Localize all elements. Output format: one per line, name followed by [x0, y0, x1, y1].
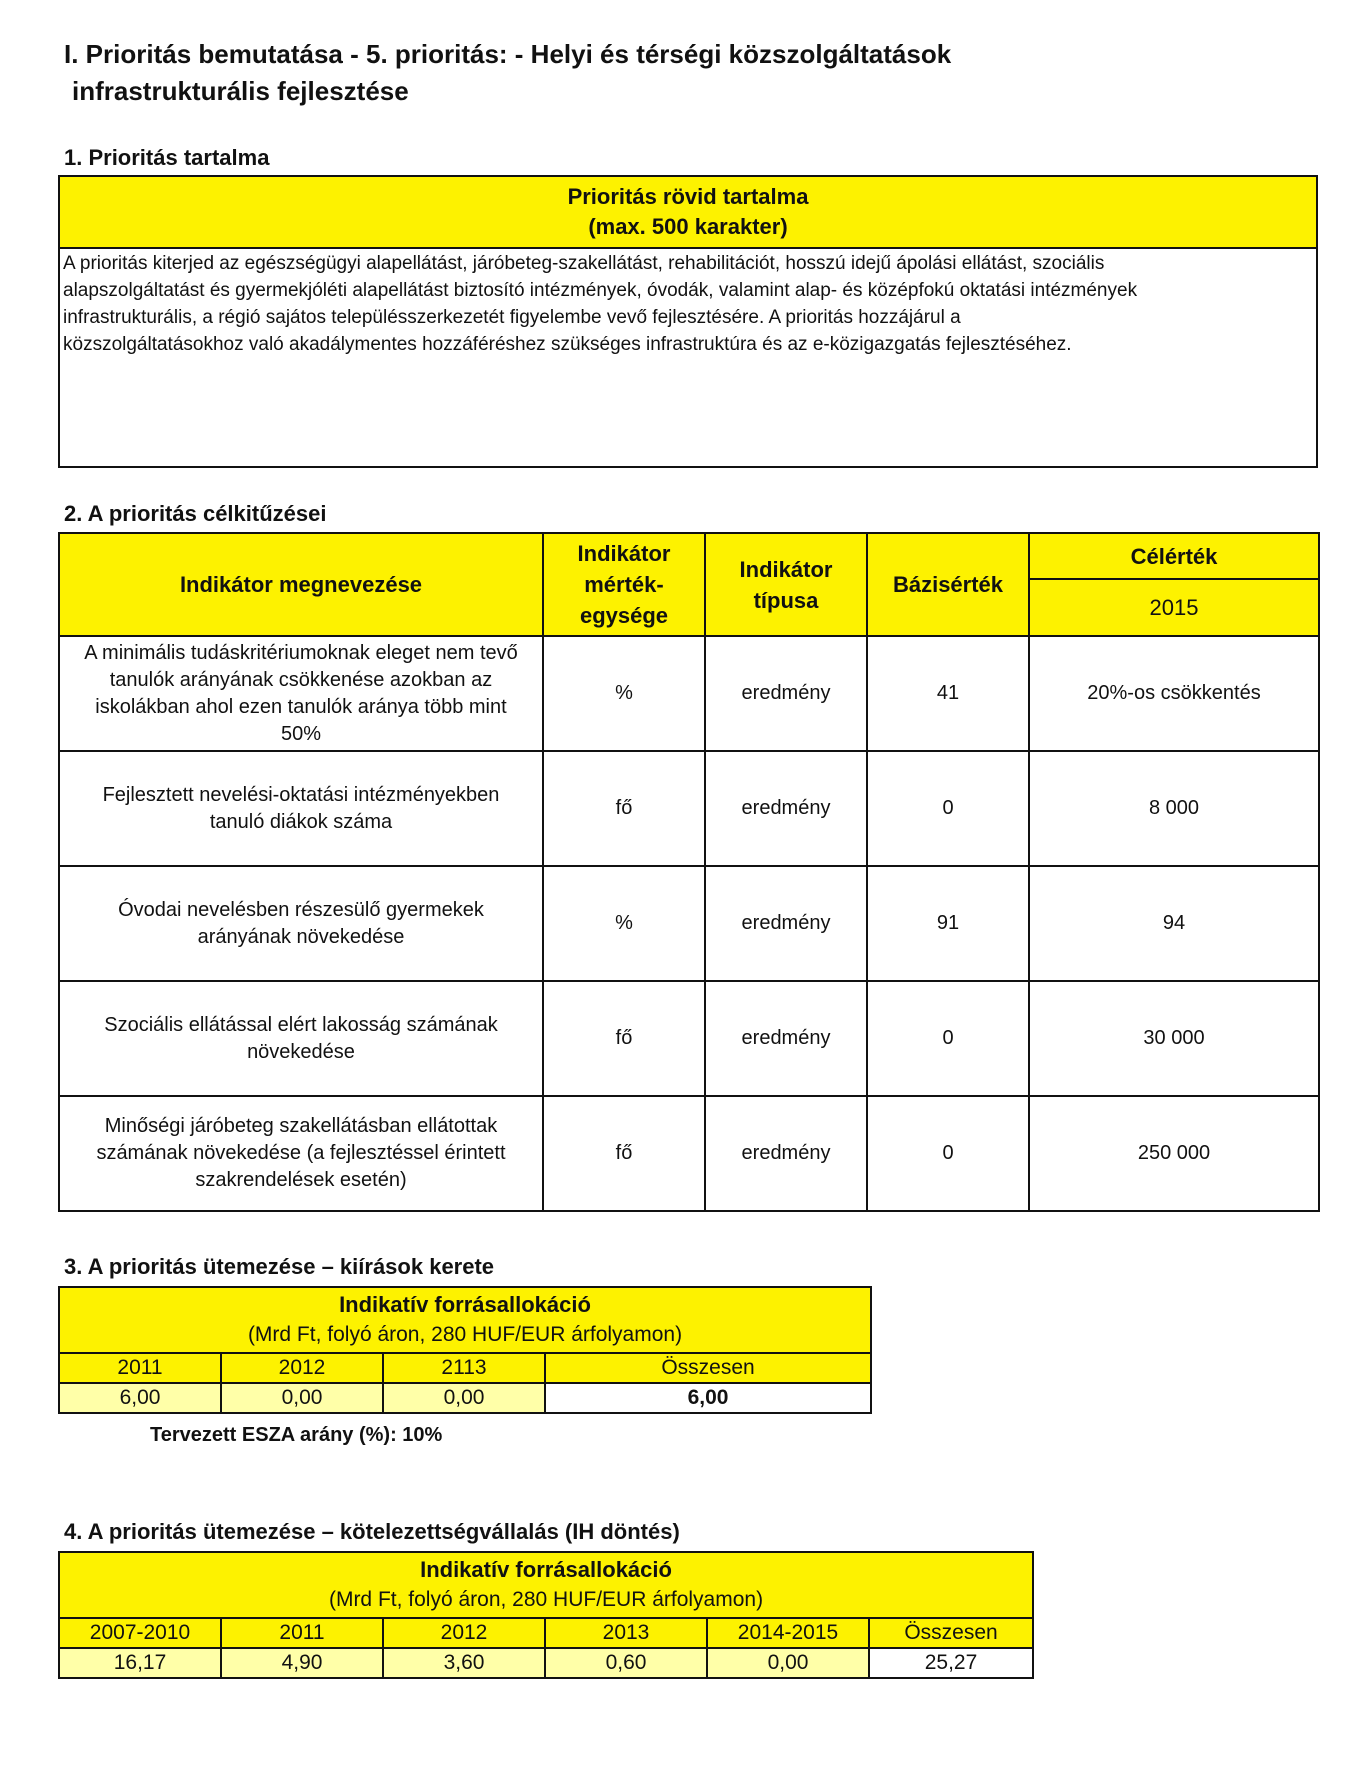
allocation-table-commitments — [58, 1551, 1034, 1679]
content-line: alapszolgáltatást és gyermekjóléti alapellátást biztosító intézmények, óvodák, valamint alap- és középfokú oktatási intézmények — [63, 280, 1138, 301]
indicator-unit: fő — [543, 1096, 705, 1211]
indicator-type: eredmény — [705, 866, 867, 981]
indicator-name — [59, 981, 543, 1096]
priority-content-limit: (max. 500 karakter) — [588, 214, 788, 239]
page-title — [64, 36, 1214, 110]
content-line: A prioritás kiterjed az egészségügyi alapellátást, járóbeteg-szakellátást, rehabilitációt, hosszú idejű ápolási ellátást, szociális — [63, 253, 1105, 274]
indicator-name-line: szakrendelések esetén) — [195, 1169, 407, 1191]
indicator-type: eredmény — [705, 1096, 867, 1211]
indicator-name-line: A minimális tudáskritériumoknak eleget nem tevő — [84, 641, 518, 664]
value-cell: 0,00 — [221, 1383, 383, 1413]
indicator-target: 8 000 — [1029, 751, 1319, 866]
allocation-subtitle: (Mrd Ft, folyó áron, 280 HUF/EUR árfolyamon) — [247, 1323, 683, 1346]
table-row — [59, 981, 1319, 1096]
allocation-title: Indikatív forrásallokáció — [420, 1557, 672, 1582]
value-cell: 0,00 — [707, 1648, 869, 1678]
indicator-base: 0 — [867, 751, 1029, 866]
indicator-name-line: Óvodai nevelésben részesülő gyermekek — [118, 898, 484, 921]
content-line: infrastrukturális, a régió sajátos településszerkezetét figyelembe vevő fejlesztésére. A prioritás hozzájárul a — [63, 307, 961, 328]
header-base: Bázisérték — [867, 533, 1029, 636]
indicator-target: 20%-os csökkentés — [1029, 636, 1319, 751]
section3-heading: 3. A prioritás ütemezése – kiírások kerete — [64, 1254, 495, 1279]
indicator-name — [59, 636, 543, 751]
indicator-name-line: 50% — [280, 722, 322, 745]
year-cell: 2013 — [545, 1618, 707, 1648]
table-row — [59, 636, 1319, 751]
indicator-base: 91 — [867, 866, 1029, 981]
indicator-name-line: tanuló diákok száma — [209, 810, 393, 833]
indicator-name — [59, 751, 543, 866]
indicator-unit: fő — [543, 981, 705, 1096]
indicator-name-line: arányának növekedése — [197, 925, 405, 948]
total-label: Összesen — [869, 1618, 1033, 1648]
total-label: Összesen — [545, 1353, 871, 1383]
total-value: 6,00 — [545, 1383, 871, 1413]
page-title-line1: I. Prioritás bemutatása - 5. prioritás: - Helyi és térségi közszolgáltatások — [64, 39, 952, 69]
indicator-target: 250 000 — [1029, 1096, 1319, 1211]
indicator-name — [59, 1096, 543, 1211]
priority-content-header — [59, 176, 1317, 248]
indicator-base: 0 — [867, 981, 1029, 1096]
priority-content-text — [59, 248, 1317, 467]
header-target-year: 2015 — [1029, 579, 1319, 636]
allocation-title: Indikatív forrásallokáció — [339, 1292, 591, 1317]
header-target: Célérték — [1029, 533, 1319, 579]
indicator-type: eredmény — [705, 981, 867, 1096]
indicator-target: 94 — [1029, 866, 1319, 981]
page-title-line2: infrastrukturális fejlesztése — [72, 76, 409, 106]
header-unit-l1: Indikátor — [577, 541, 671, 566]
allocation-subtitle: (Mrd Ft, folyó áron, 280 HUF/EUR árfolyamon) — [328, 1588, 764, 1611]
value-cell: 3,60 — [383, 1648, 545, 1678]
header-type — [705, 533, 867, 636]
table-row — [59, 866, 1319, 981]
year-cell: 2014-2015 — [707, 1618, 869, 1648]
value-cell: 16,17 — [59, 1648, 221, 1678]
value-cell: 6,00 — [59, 1383, 221, 1413]
year-cell: 2113 — [383, 1353, 545, 1383]
year-cell: 2007-2010 — [59, 1618, 221, 1648]
header-type-l1: Indikátor — [739, 556, 833, 582]
table-row — [59, 1096, 1319, 1211]
year-cell: 2012 — [221, 1353, 383, 1383]
indicator-name-line: számának növekedése (a fejlesztéssel érintett — [96, 1142, 506, 1164]
header-type-l2: típusa — [753, 587, 819, 613]
header-unit-l2: mérték- — [584, 572, 664, 597]
priority-content-title: Prioritás rövid tartalma — [567, 184, 809, 209]
section2-heading: 2. A prioritás célkitűzései — [64, 501, 327, 526]
year-cell: 2011 — [59, 1353, 221, 1383]
value-cell: 4,90 — [221, 1648, 383, 1678]
indicator-unit: fő — [543, 751, 705, 866]
indicator-target: 30 000 — [1029, 981, 1319, 1096]
content-line: közszolgáltatásokhoz való akadálymentes hozzáféréshez szükséges infrastruktúra és az e-közigazgatás fejlesztéséhez. — [63, 334, 1072, 355]
indicator-unit: % — [543, 866, 705, 981]
total-value: 25,27 — [869, 1648, 1033, 1678]
indicator-base: 41 — [867, 636, 1029, 751]
indicator-name — [59, 866, 543, 981]
indicator-base: 0 — [867, 1096, 1029, 1211]
header-indicator-name: Indikátor megnevezése — [59, 533, 543, 636]
indicator-type: eredmény — [705, 636, 867, 751]
allocation-header — [59, 1552, 1033, 1618]
header-unit-l3: egysége — [579, 603, 669, 628]
indicator-unit: % — [543, 636, 705, 751]
section1-heading: 1. Prioritás tartalma — [64, 145, 270, 170]
esza-ratio: Tervezett ESZA arány (%): 10% — [150, 1424, 443, 1446]
indicator-name-line: növekedése — [247, 1040, 355, 1063]
table-row — [59, 751, 1319, 866]
indicator-name-line: tanulók arányának csökkenése azokban az — [109, 668, 493, 691]
indicator-name-line: iskolákban ahol ezen tanulók aránya több mint — [95, 695, 507, 718]
year-cell: 2011 — [221, 1618, 383, 1648]
indicator-name-line: Fejlesztett nevelési-oktatási intézményekben — [102, 783, 500, 806]
allocation-table-calls — [58, 1286, 872, 1414]
indicator-type: eredmény — [705, 751, 867, 866]
indicator-name-line: Szociális ellátással elért lakosság számának — [104, 1013, 498, 1036]
year-cell: 2012 — [383, 1618, 545, 1648]
allocation-header — [59, 1287, 871, 1353]
indicators-table — [58, 532, 1320, 1212]
priority-content-table — [58, 175, 1318, 468]
section4-heading: 4. A prioritás ütemezése – kötelezettségvállalás (IH döntés) — [64, 1519, 680, 1544]
value-cell: 0,00 — [383, 1383, 545, 1413]
indicator-name-line: Minőségi járóbeteg szakellátásban ellátottak — [104, 1115, 498, 1137]
header-unit — [543, 533, 705, 636]
value-cell: 0,60 — [545, 1648, 707, 1678]
